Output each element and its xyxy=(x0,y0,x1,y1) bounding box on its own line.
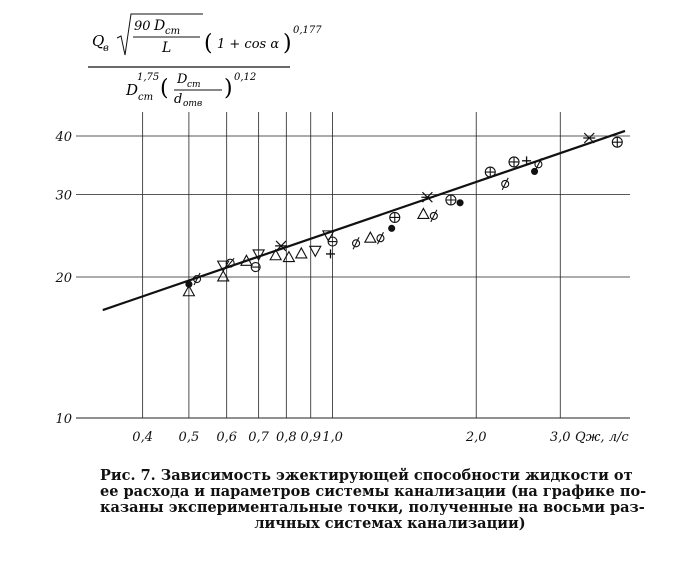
data-point xyxy=(326,249,335,258)
x-tick-label: 0,8 xyxy=(275,430,297,445)
y-axis-label xyxy=(88,14,322,109)
y-tick-label: 20 xyxy=(55,270,72,286)
y-tick-labels xyxy=(54,130,72,427)
caption-line: личных системах канализации) xyxy=(254,515,526,532)
point-mark xyxy=(326,249,335,258)
y-label-q: Q xyxy=(92,32,105,50)
y-label-exp3: 0,12 xyxy=(234,72,257,83)
y-label-dotv: d xyxy=(174,92,183,107)
data-point xyxy=(296,248,307,258)
point-mark xyxy=(532,168,538,174)
data-point xyxy=(377,232,384,244)
x-tick-label: 0,6 xyxy=(216,430,238,445)
y-label-paren-close: ) xyxy=(283,31,292,56)
point-mark xyxy=(310,246,321,256)
data-point xyxy=(421,192,433,202)
x-tick-label: 0,4 xyxy=(132,430,153,445)
data-point xyxy=(502,178,509,190)
y-label-paren2-close: ) xyxy=(224,76,233,101)
point-mark xyxy=(502,178,508,190)
y-label-exp1: 0,177 xyxy=(293,25,322,36)
data-point xyxy=(353,237,360,249)
caption-line: ее расхода и параметров системы канализации (на графике по- xyxy=(100,483,647,500)
y-tick-label: 30 xyxy=(55,188,72,204)
data-point xyxy=(430,210,437,222)
x-tick-label: 3,0 xyxy=(549,430,571,445)
data-point xyxy=(418,208,429,218)
data-point xyxy=(251,263,260,272)
data-point xyxy=(283,252,294,262)
data-point xyxy=(532,168,538,174)
y-tick-label: 40 xyxy=(55,129,72,145)
x-axis-label: Qж, л/с xyxy=(575,430,629,445)
y-tick-label: 10 xyxy=(55,412,72,427)
data-points xyxy=(183,133,622,296)
y-label-d3: D xyxy=(177,72,188,87)
figure-caption xyxy=(100,468,680,532)
data-point xyxy=(583,133,595,143)
point-mark xyxy=(457,200,463,206)
x-tick-label: 2,0 xyxy=(465,430,487,445)
data-point xyxy=(457,200,463,206)
point-mark xyxy=(421,192,433,202)
y-label-paren-open: ( xyxy=(204,31,213,56)
point-mark xyxy=(418,208,429,218)
y-label-90: 90 xyxy=(134,19,151,34)
x-tick-label: 0,7 xyxy=(248,430,269,445)
data-point xyxy=(509,157,519,167)
y-label-d: D xyxy=(154,18,166,34)
point-mark xyxy=(377,232,383,244)
y-label-l: L xyxy=(162,40,172,56)
data-point xyxy=(612,137,622,147)
data-point xyxy=(390,212,400,222)
point-mark xyxy=(389,225,395,231)
y-label-cos: 1 + cos α xyxy=(217,37,280,52)
y-label-q-sub: в xyxy=(103,43,109,54)
point-mark xyxy=(431,210,437,222)
y-label-exp2: 1,75 xyxy=(137,72,160,83)
data-point xyxy=(310,246,321,256)
caption-line: казаны экспериментальные точки, полученные на восьми раз- xyxy=(100,499,645,516)
y-label-d3-sub: ст xyxy=(187,80,201,90)
y-label-dotv-sub: отв xyxy=(183,99,203,109)
y-label-d2: D xyxy=(126,81,139,99)
x-tick-label: 0,5 xyxy=(178,430,200,445)
point-mark xyxy=(365,232,376,242)
y-label-d-sub: ст xyxy=(165,26,181,37)
data-point xyxy=(485,167,495,177)
fit-line xyxy=(103,131,625,310)
point-mark xyxy=(353,237,359,249)
caption-line: Рис. 7. Зависимость эжектирующей способности жидкости от xyxy=(100,467,633,484)
x-tick-label: 1,0 xyxy=(322,430,343,445)
data-point xyxy=(446,195,456,205)
point-mark xyxy=(296,248,307,258)
x-tick-labels xyxy=(132,430,570,445)
x-tick-label: 0,9 xyxy=(300,430,322,445)
y-label-paren2-open: ( xyxy=(160,76,169,101)
point-mark xyxy=(283,252,294,262)
point-mark xyxy=(583,133,595,143)
data-point xyxy=(389,225,395,231)
y-label-d2-sub: ст xyxy=(138,92,154,103)
fit-line-group xyxy=(103,131,625,310)
data-point xyxy=(365,232,376,242)
